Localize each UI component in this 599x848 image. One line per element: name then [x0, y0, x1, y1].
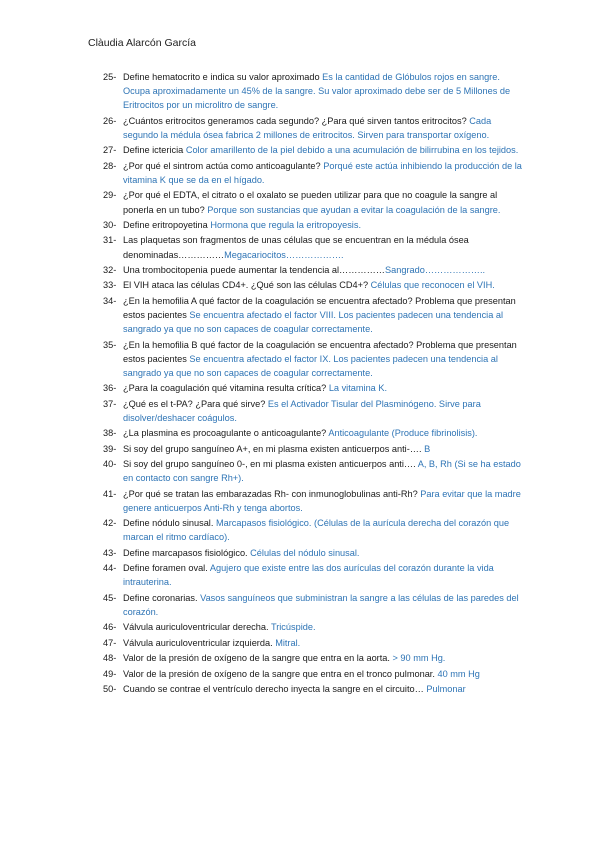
question-item [103, 397, 523, 425]
question-text: Una trombocitopenia puede aumentar la tendencia al…………… [123, 264, 385, 275]
question-text: Define foramen oval. [123, 563, 210, 574]
answer-text: Porqué este actúa inhibiendo la producción de la vitamina K que se da en el hígado. [123, 160, 522, 185]
answer-text: > 90 mm Hg. [392, 653, 446, 664]
question-text: Define nódulo sinusal. [123, 518, 216, 529]
answer-text: Color amarillento de la piel debido a una acumulación de bilirrubina en los tejidos. [185, 145, 519, 156]
question-number: 40- [103, 459, 117, 470]
question-number: 43- [103, 547, 117, 558]
question-number: 44- [103, 563, 117, 574]
answer-text: Mitral. [275, 637, 301, 648]
question-text: Si soy del grupo sanguíneo 0-, en mi plasma existen anticuerpos anti…. [123, 459, 418, 470]
answer-text: Pulmonar [426, 684, 466, 695]
question-number: 37- [103, 398, 117, 409]
question-text: Las plaquetas son fragmentos de unas células que se encuentran en la médula ósea denominadas…………… [123, 235, 469, 260]
question-item [103, 233, 523, 261]
question-text: Si soy del grupo sanguíneo A+, en mi plasma existen anticuerpos anti-…. [123, 443, 425, 454]
question-item [103, 636, 523, 650]
question-text: ¿Por qué el sintrom actúa como anticoagulante? [123, 160, 324, 171]
answer-text: Porque son sustancias que ayudan a evitar la coagulación de la sangre. [207, 204, 501, 215]
question-item [103, 338, 523, 381]
question-text: Define coronarias. [123, 592, 201, 603]
question-number: 38- [103, 428, 117, 439]
answer-text: Agujero que existe entre las dos aurículas del corazón durante la vida intrauterina. [123, 563, 494, 588]
question-number: 36- [103, 383, 117, 394]
question-item [103, 188, 523, 216]
question-item [103, 620, 523, 634]
question-item [103, 682, 523, 696]
question-number: 27- [103, 145, 117, 156]
answer-text: 40 mm Hg [437, 668, 480, 679]
answer-text: Se encuentra afectado el factor VIII. Los pacientes padecen una tendencia al sangrado ya que no son capaces de coagular correctamente. [123, 309, 504, 335]
question-number: 45- [103, 592, 117, 603]
question-item [103, 294, 523, 337]
question-item [103, 278, 523, 292]
question-text: ¿Por qué el EDTA, el citrato o el oxalato se pueden utilizar para que no coagule la sangre al ponerla en un tubo? [123, 190, 498, 215]
question-number: 39- [103, 443, 117, 454]
answer-text: Se encuentra afectado el factor IX. Los pacientes padecen una tendencia al sangrado ya que no son capaces de coagular correctamente. [123, 353, 498, 378]
question-text: Valor de la presión de oxígeno de la sangre que entra en el tronco pulmonar. [123, 668, 438, 679]
answer-text: Hormona que regula la eritropoyesis. [210, 219, 361, 230]
question-number: 33- [103, 280, 117, 291]
question-number: 48- [103, 653, 117, 664]
question-number: 30- [103, 219, 117, 230]
question-number: 46- [103, 622, 117, 633]
answer-text: B [424, 443, 431, 454]
question-number: 29- [103, 190, 117, 201]
question-text: ¿La plasmina es procoagulante o anticoagulante? [123, 428, 329, 439]
question-number: 31- [103, 235, 117, 246]
question-item [103, 457, 523, 485]
question-text: Válvula auriculoventricular derecha. [123, 622, 271, 633]
question-number: 49- [103, 668, 117, 679]
answer-text: Es el Activador Tisular del Plasminógeno. Sirve para disolver/deshacer coágulos. [123, 398, 481, 423]
question-item [103, 381, 523, 395]
question-item [103, 70, 523, 113]
question-number: 34- [103, 295, 117, 306]
answer-text: Para evitar que la madre genere anticuerpos Anti-Rh y tenga abortos. [123, 488, 521, 513]
question-text: Define marcapasos fisiológico. [123, 547, 251, 558]
answer-text: Es la cantidad de Glóbulos rojos en sangre. Ocupa aproximadamente un 45% de la sangre. Su valor aproximado debe ser de 5 Millones de Eritrocitos por un microlitro de sangre. [123, 72, 511, 111]
question-number: 41- [103, 488, 117, 499]
question-item [103, 561, 523, 589]
answer-text: Células del nódulo sinusal. [250, 547, 360, 558]
answer-text: Vasos sanguíneos que subministran la sangre a las células de las paredes del corazón. [123, 592, 519, 618]
question-text: ¿Para la coagulación qué vitamina resulta crítica? [123, 383, 329, 394]
question-list [103, 70, 523, 697]
question-text: ¿Qué es el t-PA? ¿Para qué sirve? [123, 398, 268, 409]
question-item [103, 667, 523, 681]
question-number: 32- [103, 264, 117, 275]
question-item [103, 114, 523, 142]
question-item [103, 591, 523, 619]
answer-text: La vitamina K. [328, 383, 388, 394]
question-text: El VIH ataca las células CD4+. ¿Qué son las células CD4+? [123, 280, 371, 291]
question-item [103, 159, 523, 187]
question-item [103, 546, 523, 560]
question-item [103, 651, 523, 665]
question-item [103, 218, 523, 232]
answer-text: Células que reconocen el VIH. [370, 280, 495, 291]
question-number: 25- [103, 72, 117, 82]
question-number: 42- [103, 518, 117, 529]
question-number: 28- [103, 160, 117, 171]
answer-text: Anticoagulante (Produce fibrinolisis). [328, 428, 478, 439]
question-item [103, 263, 523, 277]
question-text: ¿Por qué se tratan las embarazadas Rh- con inmunoglobulinas anti-Rh? [123, 488, 421, 499]
question-text: Valor de la presión de oxígeno de la sangre que entra en la aorta. [123, 653, 393, 664]
question-number: 50- [103, 684, 117, 695]
question-number: 47- [103, 637, 117, 648]
question-text: ¿Cuántos eritrocitos generamos cada segundo? ¿Para qué sirven tantos eritrocitos? [123, 115, 470, 126]
question-text: ¿En la hemofilia A qué factor de la coagulación se encuentra afectado? Problema que presentan estos pacientes [123, 295, 516, 320]
question-item [103, 487, 523, 515]
question-number: 35- [103, 339, 117, 350]
question-item [103, 426, 523, 440]
question-text: Define hematocrito e indica su valor aproximado [123, 72, 323, 82]
author-name: Clàudia Alarcón García [88, 37, 196, 49]
question-item [103, 143, 523, 157]
answer-text: Megacariocitos………………. [224, 249, 344, 260]
question-text: Define ictericia [123, 145, 186, 156]
answer-text: Cada segundo la médula ósea fabrica 2 millones de eritrocitos. Sirven para transportar oxígeno. [123, 115, 492, 140]
answer-text: Marcapasos fisiológico. (Células de la aurícula derecha del corazón que marcan el ritmo cardíaco). [123, 518, 510, 543]
answer-text: Tricúspide. [270, 622, 316, 633]
question-text: Válvula auriculoventricular izquierda. [123, 637, 276, 648]
question-item [103, 442, 523, 456]
question-number: 26- [103, 115, 117, 126]
question-text: Cuando se contrae el ventrículo derecho inyecta la sangre en el circuito… [123, 684, 427, 695]
answer-text: Sangrado……………….. [385, 264, 486, 275]
question-text: Define eritropoyetina [123, 219, 211, 230]
question-text: ¿En la hemofilia B qué factor de la coagulación se encuentra afectado? Problema que presentan estos pacientes [123, 339, 517, 364]
question-item [103, 516, 523, 544]
answer-text: A, B, Rh (Si se ha estado en contacto con sangre Rh+). [123, 459, 521, 484]
